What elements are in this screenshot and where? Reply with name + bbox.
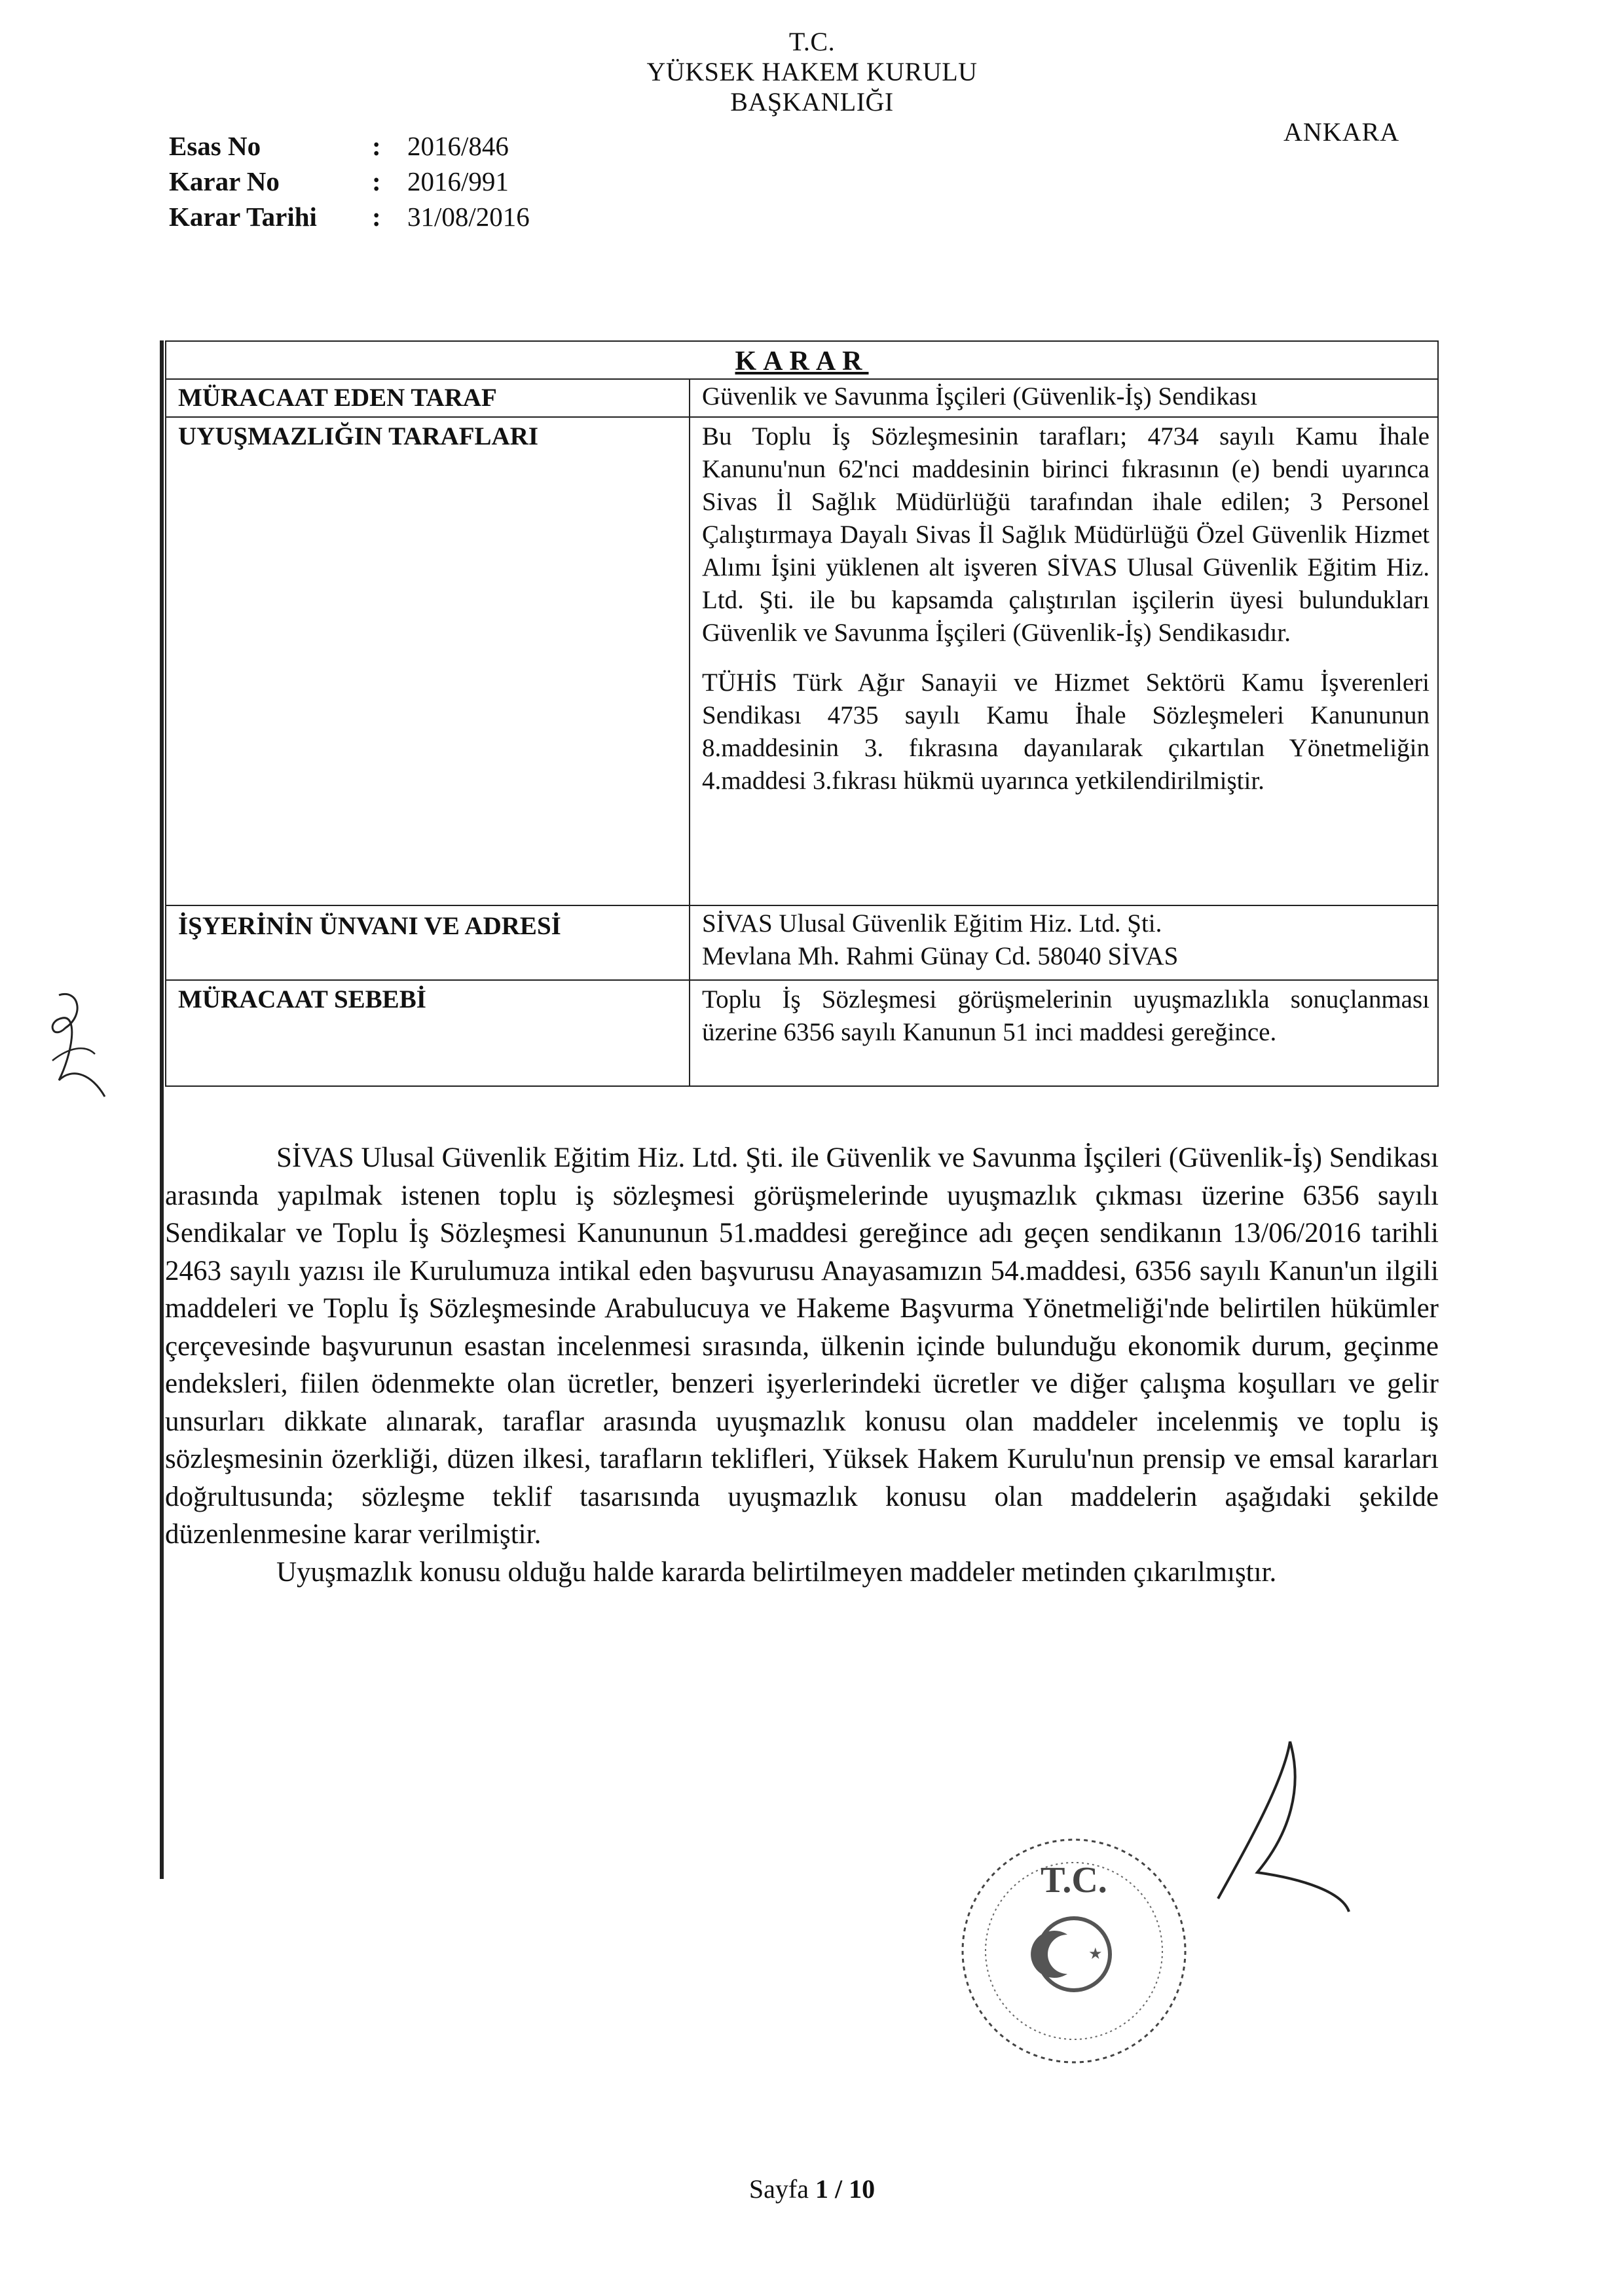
karar-label: Karar No xyxy=(169,166,280,196)
seal-center-text: T.C. xyxy=(1041,1860,1107,1901)
tarih-colon: : xyxy=(372,202,381,232)
karar-row xyxy=(169,164,530,199)
page-footer xyxy=(0,2174,1624,2204)
workplace-address: Mevlana Mh. Rahmi Günay Cd. 58040 SİVAS xyxy=(702,942,1179,970)
decision-body xyxy=(165,1139,1439,1591)
workplace-label: İŞYERİNİN ÜNVANI VE ADRESİ xyxy=(166,906,690,979)
karar-colon: : xyxy=(372,166,381,196)
tarih-row xyxy=(169,199,530,234)
table-title: KARAR xyxy=(166,342,1437,380)
page-total: 10 xyxy=(849,2174,876,2204)
reason-value: Toplu İş Sözleşmesi görüşmelerinin uyuşmazlıkla sonuçlanması üzerine 6356 sayılı Kanunun 51 inci maddesi gereğince. xyxy=(702,985,1430,1046)
body-paragraph-1: SİVAS Ulusal Güvenlik Eğitim Hiz. Ltd. Şti. ile Güvenlik ve Savunma İşçileri (Güvenlik-İş) Sendikası arasında yapılmak istenen toplu iş sözleşmesi görüşmelerinde uyuşmazlık çıkması üzerine 6356 sayılı Sendikalar ve Toplu İş Sözleşmesi Kanununun 51.maddesi gereğince adı geçen sendikanın 13/06/2016 tarihli 2463 sayılı yazısı ile Kurulumuza intikal eden başvurusu Anayasamızın 54.maddesi, 6356 sayılı Kanun'un ilgili maddeleri ve Toplu İş Sözleşmesinde Arabulucuya ve Hakeme Başvurma Yönetmeliği'nde belirtilen hükümler çerçevesinde başvurunun esastan incelenmesi sırasında, ülkenin içinde bulunduğu ekonomik durum, geçinme endeksleri, fiilen ödenmekte olan ücretler, benzeri işyerlerindeki ücretler ve diğer çalışma koşulları ve gelir unsurları dikkate alınarak, taraflar arasında uyuşmazlık konusu olan maddeler incelenmiş ve toplu iş sözleşmesinin özerkliği, düzen ilkesi, tarafların teklifleri, Yüksek Hakem Kurulu'nun prensip ve emsal kararları doğrultusunda; sözleşme teklif tasarısında uyuşmazlık konusu olan maddelerin aşağıdaki şekilde düzenlenmesine karar verilmiştir. xyxy=(165,1142,1439,1550)
body-paragraph-2: Uyuşmazlık konusu olduğu halde kararda belirtilmeyen maddeler metinden çıkarılmıştır. xyxy=(276,1556,1277,1588)
margin-initial-signature xyxy=(33,982,131,1106)
karar-value: 2016/991 xyxy=(407,166,509,196)
page-separator: / xyxy=(834,2174,843,2204)
svg-text:★: ★ xyxy=(1088,1944,1103,1963)
esas-value: 2016/846 xyxy=(407,131,509,161)
tarih-value: 31/08/2016 xyxy=(407,202,530,232)
header-tc: T.C. xyxy=(788,27,836,56)
table-row-applicant xyxy=(166,380,1437,418)
esas-row xyxy=(169,128,530,164)
page-label: Sayfa xyxy=(748,2174,809,2204)
reason-label: MÜRACAAT SEBEBİ xyxy=(166,981,690,1085)
parties-label: UYUŞMAZLIĞIN TARAFLARI xyxy=(166,418,690,905)
workplace-name: SİVAS Ulusal Güvenlik Eğitim Hiz. Ltd. Şti. xyxy=(702,909,1162,938)
decision-table xyxy=(165,340,1439,1087)
workplace-value xyxy=(690,906,1437,979)
applicant-value: Güvenlik ve Savunma İşçileri (Güvenlik-İş) Sendikası xyxy=(702,382,1258,410)
parties-value xyxy=(690,418,1437,905)
case-meta xyxy=(169,128,530,234)
esas-label: Esas No xyxy=(169,131,261,161)
official-seal xyxy=(936,1813,1211,2088)
tarih-label: Karar Tarihi xyxy=(169,202,317,232)
table-row-reason xyxy=(166,981,1437,1085)
table-row-parties xyxy=(166,418,1437,906)
left-margin-rule xyxy=(160,340,164,1879)
header-city: ANKARA xyxy=(1283,117,1400,147)
table-row-workplace xyxy=(166,906,1437,981)
handwritten-signature xyxy=(1192,1728,1362,1925)
header-presidency: BAŞKANLIĞI xyxy=(730,87,894,117)
applicant-label: MÜRACAAT EDEN TARAF xyxy=(166,380,690,416)
page-current: 1 xyxy=(815,2174,828,2204)
esas-colon: : xyxy=(372,131,381,161)
header-institution: YÜKSEK HAKEM KURULU xyxy=(646,57,978,86)
parties-text-1: Bu Toplu İş Sözleşmesinin tarafları; 4734 sayılı Kamu İhale Kanunu'nun 62'nci maddesinin birinci fıkrasının (e) bendi uyarınca Sivas İl Sağlık Müdürlüğü tarafından ihale edilen; 3 Personel Çalıştırmaya Dayalı Sivas İl Sağlık Müdürlüğü Özel Güvenlik Hizmet Alımı İşini yüklenen alt işveren SİVAS Ulusal Güvenlik Eğitim Hiz. Ltd. Şti. ile bu kapsamda çalıştırılan işçilerin üyesi bulundukları Güvenlik ve Savunma İşçileri (Güvenlik-İş) Sendikasıdır. xyxy=(702,422,1430,647)
parties-text-2: TÜHİS Türk Ağır Sanayii ve Hizmet Sektörü Kamu İşverenleri Sendikası 4735 sayılı Kamu İhale Sözleşmeleri Kanununun 8.maddesinin 3. fıkrasına dayanılarak çıkartılan Yönetmeliğin 4.maddesi 3.fıkrası hükmü uyarınca yetkilendirilmiştir. xyxy=(702,668,1430,795)
